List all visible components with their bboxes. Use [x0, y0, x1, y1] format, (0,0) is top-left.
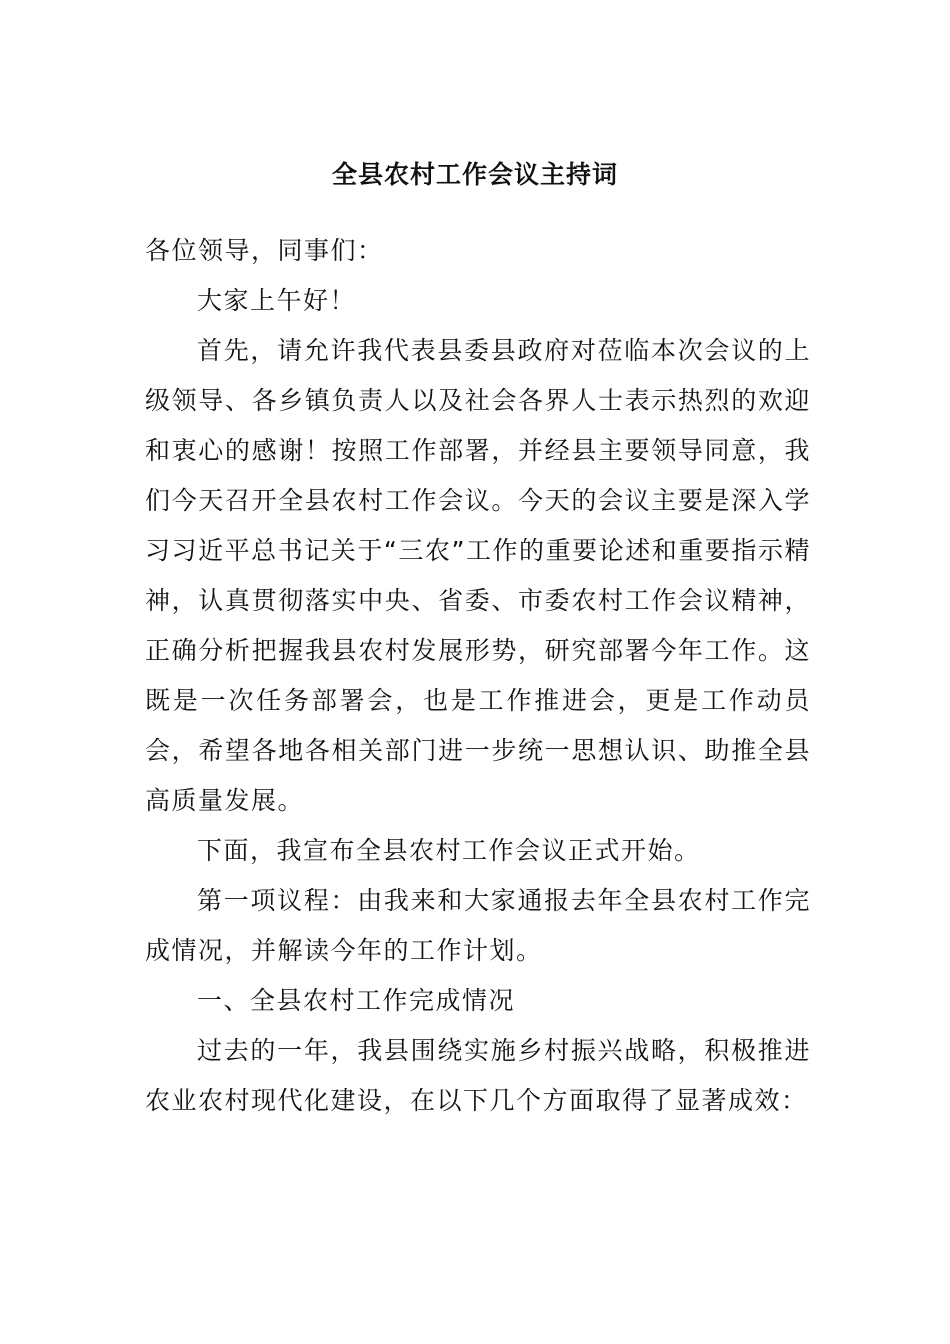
paragraph-agenda-item-1: 第一项议程：由我来和大家通报去年全县农村工作完成情况，并解读今年的工作计划。	[145, 886, 811, 965]
salutation: 各位领导，同事们：	[145, 236, 384, 265]
paragraph-announcement: 下面，我宣布全县农村工作会议正式开始。	[197, 836, 701, 865]
section-heading: 一、全县农村工作完成情况	[197, 986, 516, 1015]
paragraph-opening: 首先，请允许我代表县委县政府对莅临本次会议的上级领导、各乡镇负责人以及社会各界人士表示热烈的欢迎和衷心的感谢！按照工作部署，并经县主要领导同意，我们今天召开全县农村工作会议。今天的会议主要是深入学习习近平总书记关于“三农”工作的重要论述和重要指示精神，认真贯彻落实中央、省委、市委农村工作会议精神，正确分析把握我县农村发展形势，研究部署今年工作。这既是一次任务部署会，也是工作推进会，更是工作动员会，希望各地各相关部门进一步统一思想认识、助推全县高质量发展。	[145, 336, 811, 815]
paragraph-review: 过去的一年，我县围绕实施乡村振兴战略，积极推进农业农村现代化建设，在以下几个方面取得了显著成效：	[145, 1036, 811, 1115]
document-title: 全县农村工作会议主持词	[331, 160, 618, 189]
document-body	[145, 226, 811, 1126]
greeting: 大家上午好！	[197, 286, 357, 315]
